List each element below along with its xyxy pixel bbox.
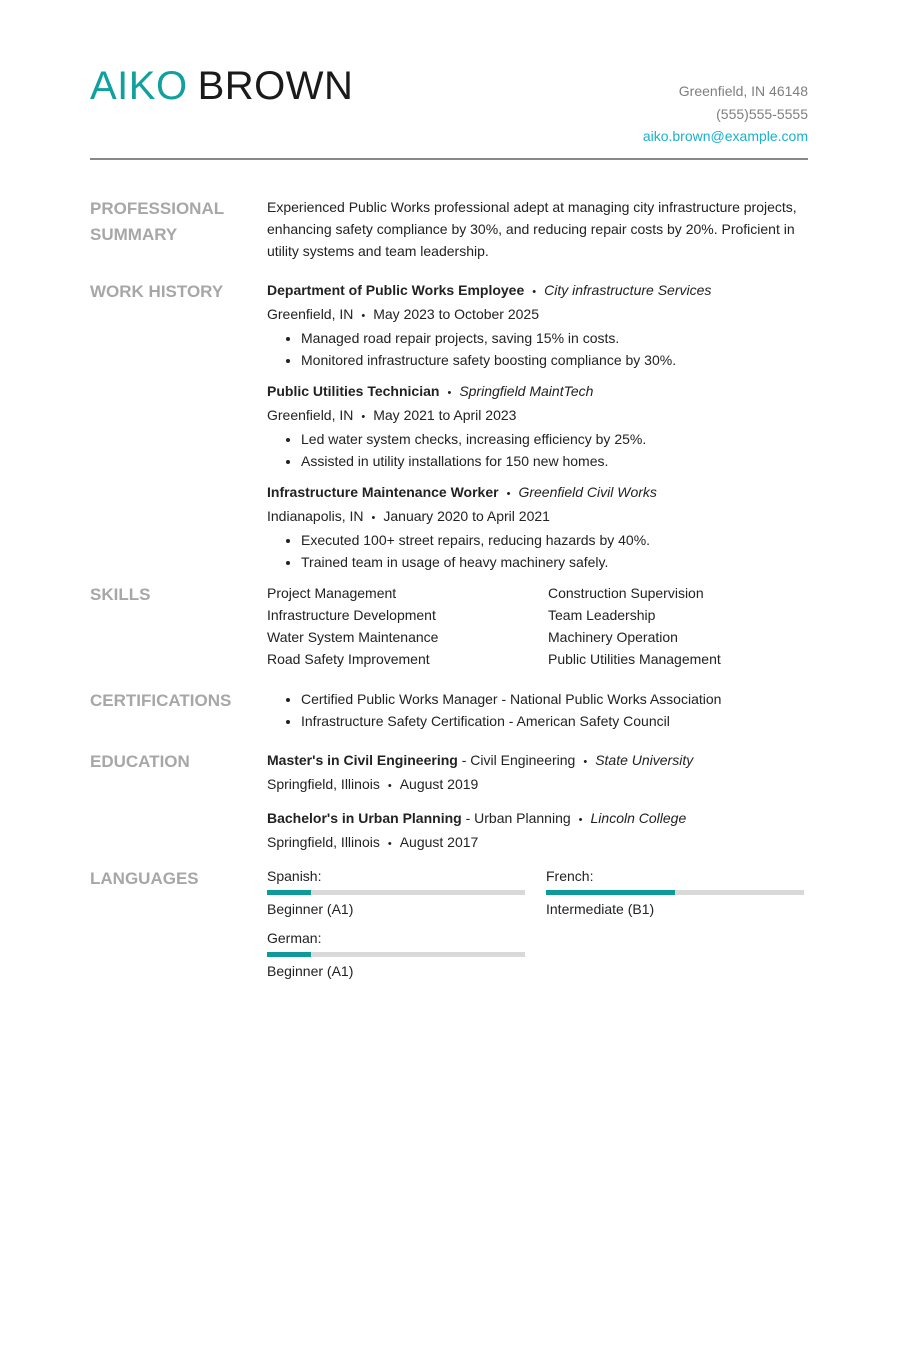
job-dates: May 2021 to April 2023 bbox=[373, 407, 517, 423]
job-entry bbox=[267, 380, 808, 472]
skill-item: Infrastructure Development bbox=[267, 607, 436, 623]
certifications-section bbox=[90, 688, 808, 738]
email-link[interactable]: aiko.brown@example.com bbox=[642, 128, 808, 144]
languages-section bbox=[90, 866, 808, 996]
job-entry bbox=[267, 279, 808, 371]
job-meta bbox=[267, 505, 808, 529]
company-name: Springfield MaintTech bbox=[459, 383, 594, 399]
language-level: Beginner (A1) bbox=[267, 901, 354, 917]
languages-body bbox=[267, 866, 808, 982]
job-location: Greenfield, IN bbox=[267, 407, 354, 423]
proficiency-bar bbox=[546, 890, 804, 895]
skills-grid bbox=[267, 582, 808, 670]
skill-item: Machinery Operation bbox=[548, 629, 678, 645]
job-bullet: • Trained team in usage of heavy machinery safely. bbox=[301, 551, 808, 573]
school-location: Springfield, Illinois bbox=[267, 834, 380, 850]
school-name: State University bbox=[595, 752, 694, 768]
graduation-date: August 2019 bbox=[399, 776, 479, 792]
education-meta bbox=[267, 773, 808, 797]
section-title-skills: SKILLS bbox=[90, 585, 151, 604]
job-location: Indianapolis, IN bbox=[267, 508, 364, 524]
skill-item: Water System Maintenance bbox=[267, 629, 439, 645]
job-entry bbox=[267, 481, 808, 573]
job-bullets bbox=[267, 428, 808, 472]
job-title: Public Utilities Technician bbox=[267, 383, 440, 399]
section-title-languages: LANGUAGES bbox=[90, 869, 199, 888]
section-title-summary: PROFESSIONAL SUMMARY bbox=[90, 199, 224, 244]
section-title-education: EDUCATION bbox=[90, 752, 190, 771]
skills-section bbox=[90, 582, 808, 677]
degree-field: - Civil Engineering bbox=[461, 752, 576, 768]
education-header bbox=[267, 749, 808, 773]
summary-text: Experienced Public Works professional adept at managing city infrastructure projects, enhancing safety compliance by 30%, and reducing repair costs by 20%. Proficient in utility systems and team leadership. bbox=[267, 199, 797, 259]
job-header bbox=[267, 481, 808, 505]
language-item bbox=[546, 866, 804, 920]
last-name: BROWN bbox=[197, 64, 354, 108]
language-item bbox=[267, 866, 525, 920]
degree-field: - Urban Planning bbox=[465, 810, 571, 826]
language-name: French: bbox=[546, 868, 594, 884]
job-bullet: • Led water system checks, increasing efficiency by 25%. bbox=[301, 428, 808, 450]
language-level: Intermediate (B1) bbox=[546, 901, 655, 917]
education-entry bbox=[267, 749, 808, 797]
separator-dot: • bbox=[506, 488, 511, 500]
skill-item: Road Safety Improvement bbox=[267, 651, 430, 667]
header-divider bbox=[90, 158, 808, 160]
job-meta bbox=[267, 404, 808, 428]
job-title: Department of Public Works Employee bbox=[267, 282, 525, 298]
skills-body bbox=[267, 582, 808, 670]
proficiency-bar bbox=[267, 952, 525, 957]
certification-item: • Certified Public Works Manager - National Public Works Association bbox=[301, 688, 808, 710]
certification-list bbox=[267, 688, 808, 732]
language-level: Beginner (A1) bbox=[267, 963, 354, 979]
graduation-date: August 2017 bbox=[399, 834, 479, 850]
job-header bbox=[267, 380, 808, 404]
language-item bbox=[267, 928, 525, 982]
job-bullet: • Monitored infrastructure safety boosting compliance by 30%. bbox=[301, 349, 808, 371]
proficiency-fill bbox=[267, 890, 311, 895]
separator-dot: • bbox=[361, 310, 366, 322]
skill-item: Public Utilities Management bbox=[548, 651, 721, 667]
skill-item: Project Management bbox=[267, 585, 397, 601]
job-location: Greenfield, IN bbox=[267, 306, 354, 322]
skill-item: Construction Supervision bbox=[548, 585, 704, 601]
degree-name: Master's in Civil Engineering bbox=[267, 752, 458, 768]
skill-item: Team Leadership bbox=[548, 607, 656, 623]
separator-dot: • bbox=[578, 814, 583, 826]
job-dates: May 2023 to October 2025 bbox=[373, 306, 540, 322]
job-bullets bbox=[267, 327, 808, 371]
language-name: Spanish: bbox=[267, 868, 322, 884]
work-history-section bbox=[90, 279, 808, 579]
company-name: Greenfield Civil Works bbox=[518, 484, 657, 500]
education-header bbox=[267, 807, 808, 831]
separator-dot: • bbox=[371, 512, 376, 524]
job-title: Infrastructure Maintenance Worker bbox=[267, 484, 499, 500]
language-name: German: bbox=[267, 930, 322, 946]
education-body bbox=[267, 749, 808, 865]
section-title-certifications: CERTIFICATIONS bbox=[90, 691, 232, 710]
languages-grid bbox=[267, 866, 808, 982]
candidate-name bbox=[90, 62, 353, 110]
job-bullets bbox=[267, 529, 808, 573]
degree-name: Bachelor's in Urban Planning bbox=[267, 810, 462, 826]
proficiency-bar bbox=[267, 890, 525, 895]
proficiency-fill bbox=[546, 890, 675, 895]
summary-section bbox=[90, 196, 808, 266]
proficiency-fill bbox=[267, 952, 311, 957]
job-bullet: • Assisted in utility installations for 150 new homes. bbox=[301, 450, 808, 472]
separator-dot: • bbox=[387, 838, 392, 850]
certifications-body bbox=[267, 688, 808, 732]
education-meta bbox=[267, 831, 808, 855]
separator-dot: • bbox=[532, 286, 537, 298]
job-header bbox=[267, 279, 808, 303]
address: Greenfield, IN 46148 bbox=[678, 83, 808, 99]
section-title-work-history: WORK HISTORY bbox=[90, 282, 224, 301]
first-name: AIKO bbox=[90, 64, 188, 108]
contact-block bbox=[643, 80, 808, 148]
job-dates: January 2020 to April 2021 bbox=[383, 508, 550, 524]
job-meta bbox=[267, 303, 808, 327]
company-name: City infrastructure Services bbox=[544, 282, 712, 298]
separator-dot: • bbox=[583, 756, 588, 768]
school-location: Springfield, Illinois bbox=[267, 776, 380, 792]
separator-dot: • bbox=[387, 780, 392, 792]
job-bullet: • Executed 100+ street repairs, reducing hazards by 40%. bbox=[301, 529, 808, 551]
separator-dot: • bbox=[447, 387, 452, 399]
phone: (555)555-5555 bbox=[716, 105, 808, 122]
education-section bbox=[90, 749, 808, 854]
certification-item: • Infrastructure Safety Certification - American Safety Council bbox=[301, 710, 808, 732]
separator-dot: • bbox=[361, 411, 366, 423]
work-history-body bbox=[267, 279, 808, 582]
education-entry bbox=[267, 807, 808, 855]
summary-body bbox=[267, 196, 808, 262]
job-bullet: • Managed road repair projects, saving 15% in costs. bbox=[301, 327, 808, 349]
school-name: Lincoln College bbox=[590, 810, 687, 826]
